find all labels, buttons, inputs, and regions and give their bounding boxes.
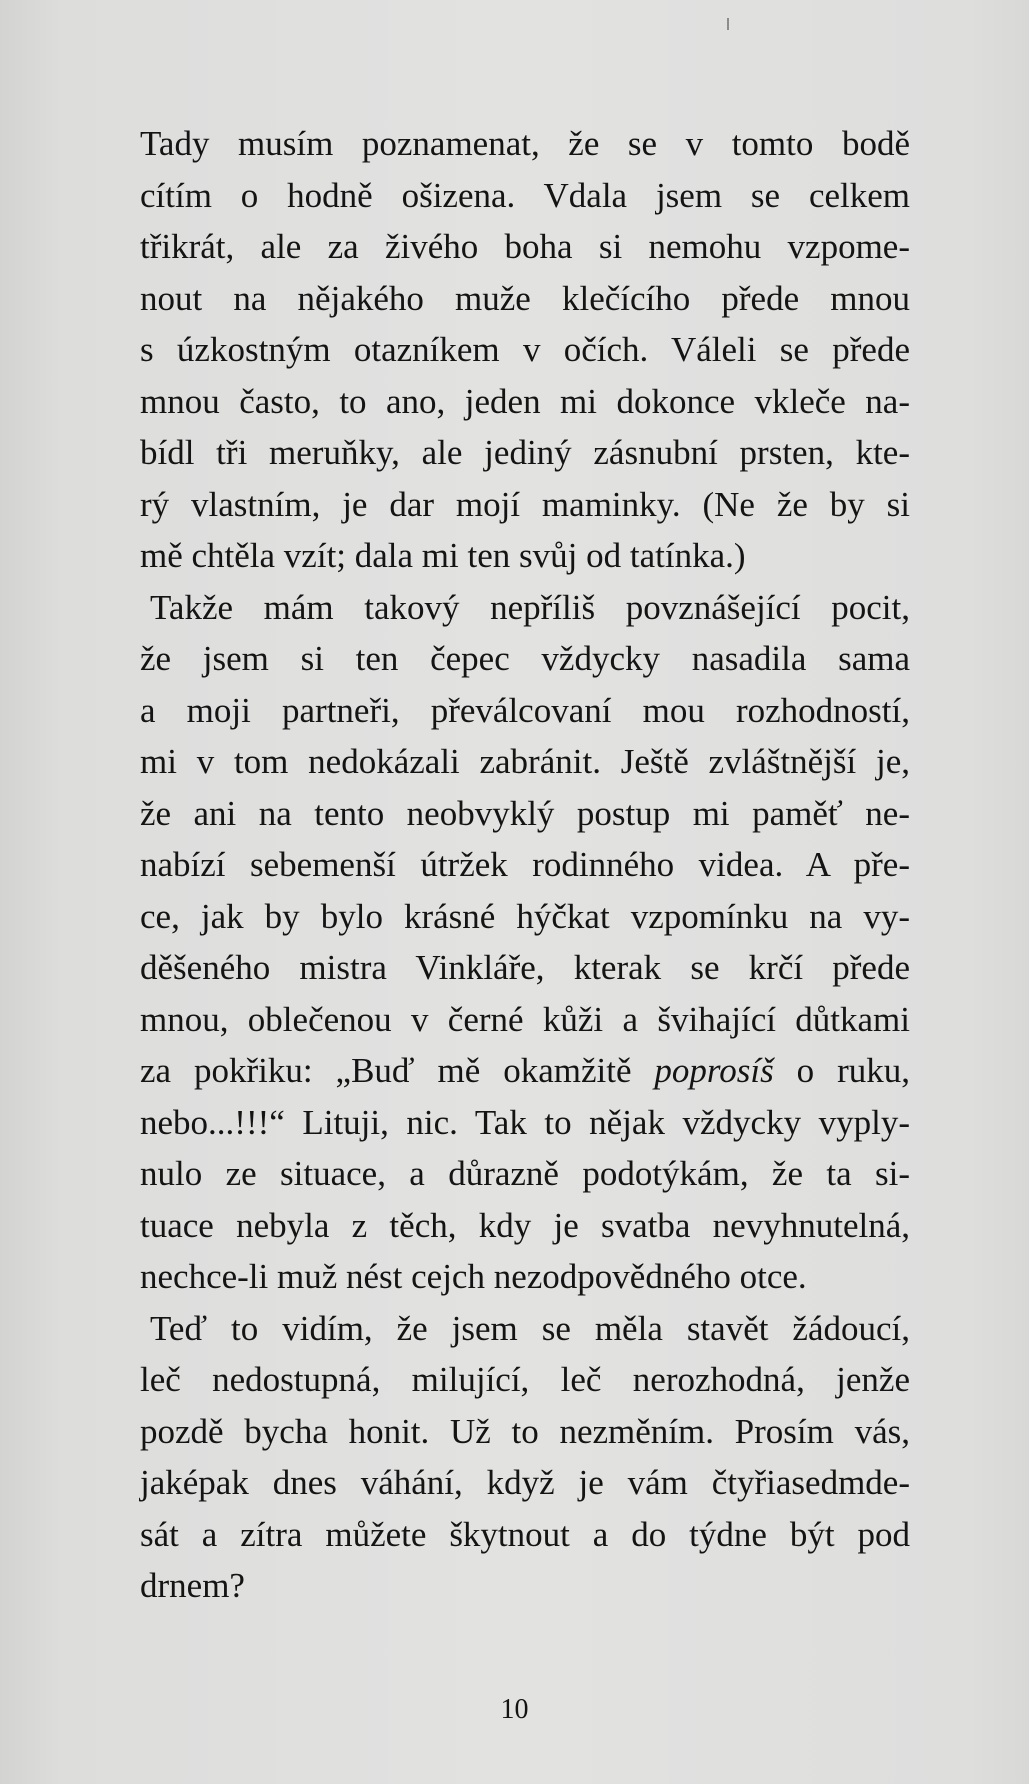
body-text [140, 118, 910, 1612]
text-line: a moji partneři, převálcovaní mou rozhodností, [140, 690, 910, 730]
text-line-with-emphasis [140, 1045, 910, 1097]
text-line: mnou, oblečenou v černé kůži a švihající důtkami [140, 999, 910, 1039]
text-line: leč nedostupná, milující, leč nerozhodná, jenže [140, 1360, 910, 1399]
text-line: třikrát, ale za živého boha si nemohu vzpome- [140, 227, 910, 266]
text-line: nulo ze situace, a důrazně podotýkám, že ta si- [140, 1154, 910, 1193]
emphasized-word: poprosíš [654, 1051, 774, 1090]
text-line: Tady musím poznamenat, že se v tomto bodě [140, 124, 910, 163]
text-line: nebo...!!!“ Lituji, nic. Tak to nějak vždycky vyply- [140, 1102, 910, 1142]
text-line: mi v tom nedokázali zabránit. Ještě zvláštnější je, [140, 742, 910, 781]
text-line: nabízí sebemenší útržek rodinného videa. A pře- [140, 845, 910, 884]
text-line: že jsem si ten čepec vždycky nasadila sama [140, 639, 910, 678]
text-line: jaképak dnes váhání, když je vám čtyřiasedmde- [140, 1463, 910, 1502]
text-line: tuace nebyla z těch, kdy je svatba nevyhnutelná, [140, 1205, 910, 1245]
text-line: drnem? [140, 1566, 245, 1605]
text-line: rý vlastním, je dar mojí maminky. (Ne že by si [140, 484, 910, 524]
text-line: sát a zítra můžete škytnout a do týdne být pod [140, 1514, 910, 1554]
text-line: pozdě bycha honit. Už to nezměním. Prosím vás, [140, 1411, 910, 1451]
text-line: ce, jak by bylo krásné hýčkat vzpomínku na vy- [140, 896, 910, 936]
text-line: Takže mám takový nepříliš povznášející pocit, [150, 587, 910, 627]
paper-speck [727, 18, 729, 30]
text-line: mě chtěla vzít; dala mi ten svůj od tatínka.) [140, 536, 746, 575]
text-line: bídl tři meruňky, ale jediný zásnubní prsten, kte- [140, 433, 910, 472]
text-fragment: o ruku, [773, 1051, 911, 1090]
text-line: děšeného mistra Vinkláře, kterak se krčí přede [140, 948, 910, 987]
text-line: že ani na tento neobvyklý postup mi paměť ne- [140, 793, 910, 833]
text-fragment: za pokřiku: „Buď mě okamžitě [140, 1051, 655, 1090]
text-line: mnou často, to ano, jeden mi dokonce vkleče na- [140, 381, 910, 421]
text-line: nout na nějakého muže klečícího přede mnou [140, 278, 910, 318]
text-line: cítím o hodně ošizena. Vdala jsem se celkem [140, 175, 910, 215]
page-number: 10 [500, 1694, 529, 1725]
text-line: s úzkostným otazníkem v očích. Váleli se přede [140, 330, 910, 369]
text-line: Teď to vidím, že jsem se měla stavět žádoucí, [150, 1308, 910, 1348]
text-line: nechce-li muž nést cejch nezodpovědného otce. [140, 1257, 807, 1296]
